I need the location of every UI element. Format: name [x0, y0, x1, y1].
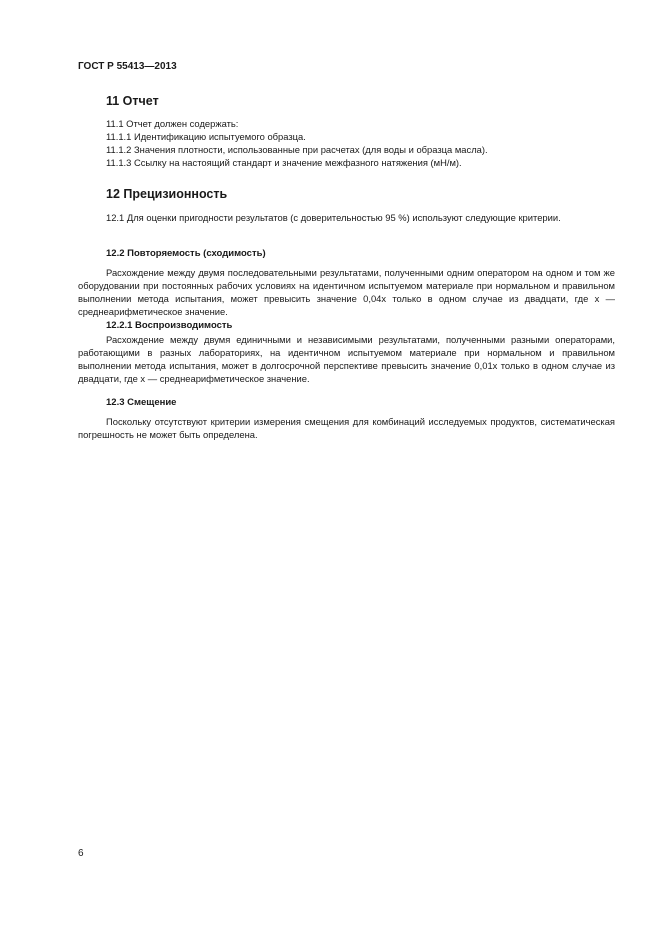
document-code: ГОСТ Р 55413—2013	[78, 61, 177, 72]
reproducibility-paragraph: Расхождение между двумя единичными и независимыми результатами, полученными разными операторами, работающими в разных лабораториях, на идентичном испытуемом материале при нормальном и правильном выполнении метода испытания, может в долгосрочной перспективе превысить значение 0,01x только в одном случае из двадцати, где x — среднеарифметическое значение.	[78, 334, 615, 384]
page-number: 6	[78, 848, 84, 859]
section-11-title: 11 Отчет	[106, 94, 159, 108]
list-item: 11.1.3 Ссылку на настоящий стандарт и значение межфазного натяжения (мН/м).	[106, 157, 462, 168]
list-item: 11.1.2 Значения плотности, использованные при расчетах (для воды и образца масла).	[106, 144, 488, 155]
section-12-2-title: 12.2 Повторяемость (сходимость)	[106, 248, 266, 259]
bias-paragraph: Поскольку отсутствуют критерии измерения смещения для комбинаций исследуемых продуктов, систематическая погрешность не может быть определена.	[78, 416, 615, 440]
section-12-title: 12 Прецизионность	[106, 187, 228, 201]
section-12-3-title: 12.3 Смещение	[106, 397, 177, 408]
section-12-2-1-title: 12.2.1 Воспроизводимость	[106, 320, 233, 331]
list-item: 11.1.1 Идентификацию испытуемого образца.	[106, 131, 306, 142]
section-12-1-paragraph: 12.1 Для оценки пригодности результатов (с доверительностью 95 %) используют следующие критерии.	[106, 212, 561, 223]
list-item: 11.1 Отчет должен содержать:	[106, 118, 239, 129]
repeatability-paragraph: Расхождение между двумя последовательными результатами, полученными одним оператором на одном и том же оборудовании при постоянных рабочих условиях на идентичном испытуемом материале при нормальном и правильном выполнении метода испытания, может превысить значение 0,04x только в одном случае из двадцати, где x — среднеарифметическое значение.	[78, 267, 615, 317]
